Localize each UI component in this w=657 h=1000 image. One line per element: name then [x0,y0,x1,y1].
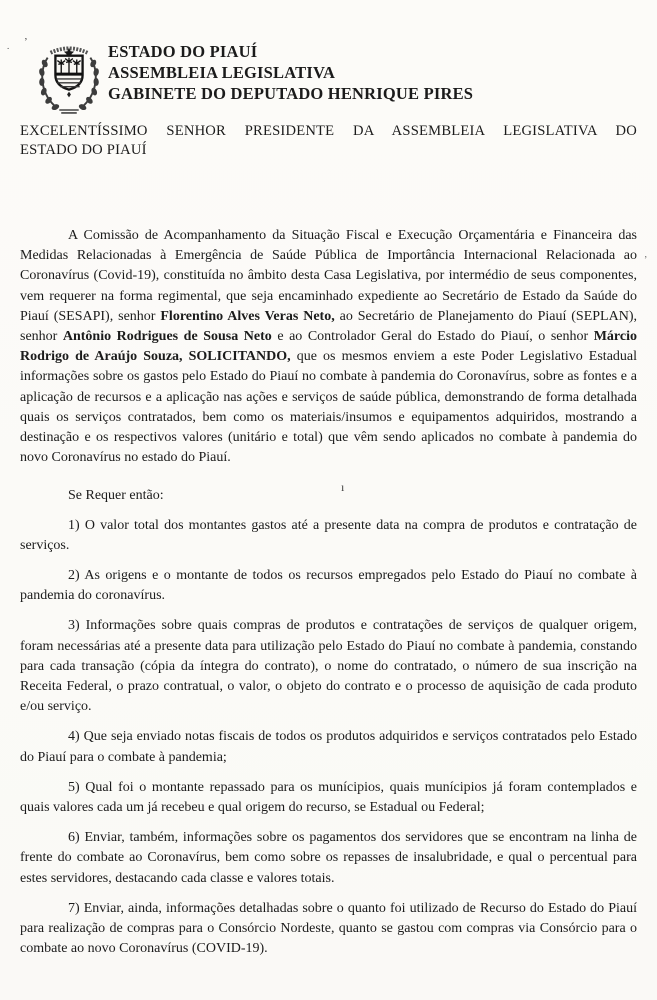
salutation-line-1: EXCELENTÍSSIMO SENHOR PRESIDENTE DA ASSEMBLEIA LEGISLATIVA DO [20,123,637,139]
salutation [20,122,637,160]
scan-artifact: ı [341,480,345,494]
opening-part-4: que os mesmos enviem a este Poder Legislativo Estadual informações sobre os gastos pelo Estado do Piauí no combate à pandemia do Coronavírus, sobre as fontes e a aplicação de recursos e a aplicação nas ações e serviços de saúde pública, demonstrando de forma detalhada quais os serviços contratados, bem como os materiais/insumos e equipamentos adquiridos, mostrando a destinação e os respectivos valores (unitário e total) que vêm sendo aplicados no combate à pandemia do novo Coronavírus no estado do Piauí. [20,349,638,466]
opening-paragraph [20,226,637,468]
request-item-6: 6) Enviar, também, informações sobre os pagamentos dos servidores que se encontram na linha de frente do combate ao Coronavírus, bem como sobre os repasses de insalubridade, e qual o percentual para estes servidores, destacando cada classe e valores totais. [20,830,637,886]
request-item-4: 4) Que seja enviado notas fiscais de todos os produtos adquiridos e serviços contratados pelo Estado do Piauí para o combate à pandemia; [20,729,637,765]
salutation-line-2: ESTADO DO PIAUÍ [20,142,147,158]
name-antonio: Antônio Rodrigues de Sousa Neto [62,329,272,345]
letterhead-text [108,40,473,104]
document-body [20,226,637,960]
letterhead-line-assembly: ASSEMBLEIA LEGISLATIVA [108,63,336,82]
request-item-3: 3) Informações sobre quais compras de produtos e contratações de serviços de qualquer origem, foram necessárias até a presente data para utilização pelo Estado do Piauí no combate à pandemia, constando para cada transação (cópia da íntegra do contrato), o nome do contratado, o número de sua inscrição na Receita Federal, o prazo contratual, o valor, o objeto do contrato e o processo de aquisição de cada produto e/ou serviço. [20,618,637,715]
opening-part-3: e ao Controlador Geral do Estado do Piauí, o senhor [271,329,594,345]
request-item-5: 5) Qual foi o montante repassado para os munícipios, quais munícipios já foram contemplados e quais valores cada um já recebeu e qual origem do recurso, se Estadual ou Federal; [20,779,637,816]
request-item-1: 1) O valor total dos montantes gastos até a presente data na compra de produtos e contratação de serviços. [20,517,637,553]
scan-artifact: . [7,41,10,51]
request-item-2: 2) As origens e o montante de todos os recursos empregados pelo Estado do Piauí no combate à pandemia do coronavírus. [20,568,637,604]
letterhead-line-office: GABINETE DO DEPUTADO HENRIQUE PIRES [108,84,474,103]
name-florentino: Florentino Alves Veras Neto, [160,308,335,324]
opening-part-2: ao Secretário de Planejamento do Piauí (SEPLAN), senhor [20,308,637,345]
letterhead-line-state: ESTADO DO PIAUÍ [108,42,258,61]
opening-part-1: A Comissão de Acompanhamento da Situação Fiscal e Execução Orçamentária e Financeira das Medidas Relacionadas à Emergência de Saúde Pública de Importância Internacional Relacionada ao Coronavírus (Covid-19), constituída no âmbito desta Casa Legislativa, por intermédio de seus componentes, vem requerer na forma regimental, que seja encaminhado expediente ao Secretário de Estado da Saúde do Piauí (SESAPI), senhor [20,228,637,324]
scan-artifact: ’ [644,255,648,266]
piaui-coat-of-arms-icon [36,40,102,116]
scan-artifact: ’ [24,36,28,48]
request-intro: Se Requer então: [68,488,164,504]
name-marcio-soliciting: Márcio Rodrigo de Araújo Souza, SOLICITANDO, [20,329,637,365]
letterhead [36,40,637,118]
request-item-7: 7) Enviar, ainda, informações detalhadas sobre o quanto foi utilizado de Recurso do Estado do Piauí para realização de compras para o Consórcio Nordeste, quanto se gastou com compras via Consórcio para o combate ao novo Coronavírus (COVID-19). [20,900,637,957]
